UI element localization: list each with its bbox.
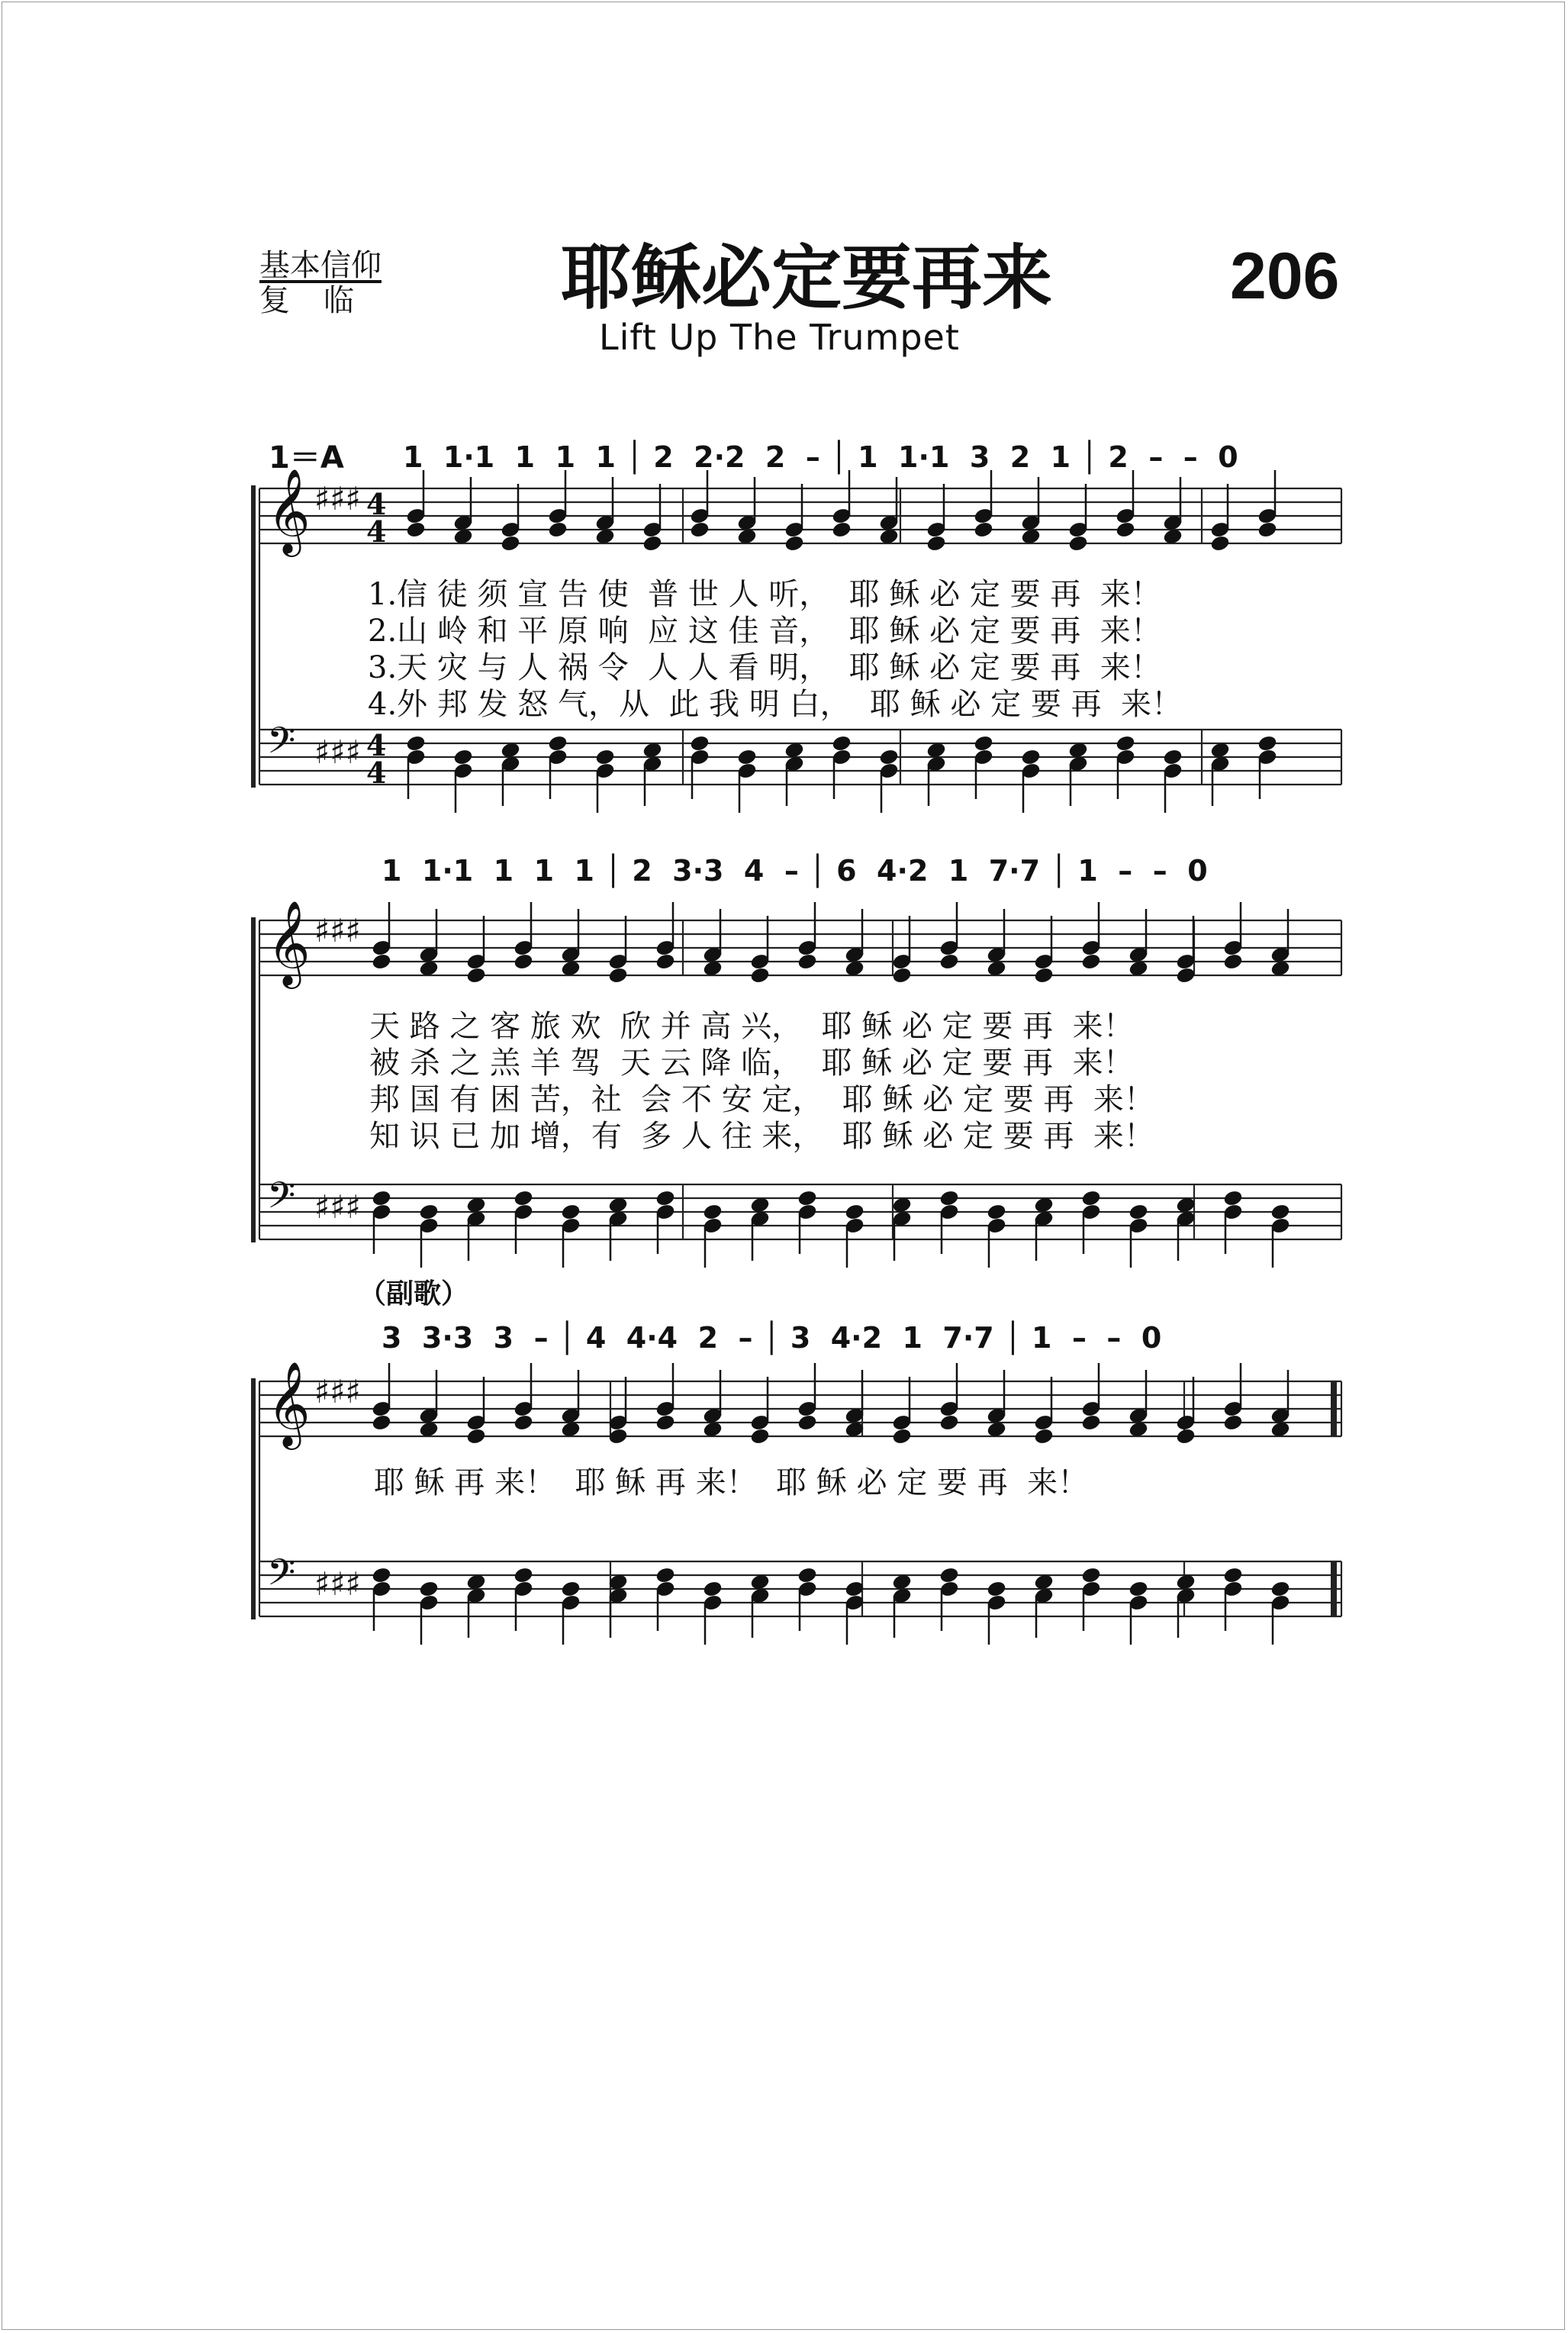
notehead bbox=[419, 1581, 439, 1598]
notehead bbox=[939, 1414, 959, 1432]
notehead bbox=[466, 1574, 486, 1591]
notehead bbox=[453, 749, 473, 766]
notehead bbox=[1223, 1567, 1243, 1584]
notehead bbox=[1081, 953, 1101, 971]
notehead bbox=[892, 1574, 912, 1591]
notehead bbox=[655, 1567, 675, 1584]
notehead bbox=[406, 521, 426, 539]
notehead bbox=[1081, 1567, 1101, 1584]
notehead bbox=[419, 1204, 439, 1221]
notehead bbox=[419, 1421, 439, 1439]
notehead bbox=[561, 960, 581, 978]
lyric-line-3-1: 耶 稣 再 来！ 耶 稣 再 来！ 耶 稣 必 定 要 再 来！ bbox=[374, 1465, 1089, 1500]
key-sharps-icon: ♯♯♯ bbox=[314, 733, 361, 771]
treble-clef-icon: 𝄞 bbox=[267, 900, 311, 985]
treble-clef-icon: 𝄞 bbox=[267, 1361, 311, 1446]
notehead bbox=[784, 742, 804, 759]
notehead bbox=[1176, 1428, 1196, 1445]
notehead bbox=[784, 535, 804, 553]
notehead bbox=[892, 1428, 912, 1445]
notehead bbox=[750, 1574, 770, 1591]
treble-clef-icon: 𝄞 bbox=[267, 468, 311, 553]
notehead bbox=[1034, 1197, 1054, 1214]
notehead bbox=[466, 967, 486, 984]
notehead bbox=[514, 1567, 533, 1584]
time-signature: 4 bbox=[366, 514, 387, 549]
notehead bbox=[1210, 742, 1230, 759]
notehead bbox=[1129, 1204, 1148, 1221]
notehead bbox=[892, 967, 912, 984]
notehead bbox=[1176, 1574, 1196, 1591]
notehead bbox=[561, 1581, 581, 1598]
jianpu-line-1: 1 1·1 1 1 1 │ 2 2·2 2 – │ 1 1·1 3 2 1 │ 2 – – 0 bbox=[403, 440, 1238, 474]
notehead bbox=[974, 521, 993, 539]
notehead bbox=[1223, 953, 1243, 971]
notehead bbox=[466, 1428, 486, 1445]
notehead bbox=[1176, 1197, 1196, 1214]
jianpu-line-2: 1 1·1 1 1 1 │ 2 3·3 4 – │ 6 4·2 1 7·7 │ 1 – – 0 bbox=[382, 854, 1208, 888]
notehead bbox=[690, 735, 710, 752]
notehead bbox=[1163, 749, 1183, 766]
notehead bbox=[1257, 521, 1277, 539]
lyric-line-2-1: 天 路 之 客 旅 欢 欣 并 高 兴， 耶 稣 必 定 要 再 来！ bbox=[369, 1009, 1134, 1044]
notehead bbox=[1081, 1414, 1101, 1432]
time-signature: 4 bbox=[366, 728, 387, 762]
notehead bbox=[1021, 749, 1041, 766]
notehead bbox=[1129, 1581, 1148, 1598]
notehead bbox=[974, 735, 993, 752]
notehead bbox=[987, 1204, 1006, 1221]
notehead bbox=[1257, 735, 1277, 752]
lyric-line-1-3: 3.天 灾 与 人 祸 令 人 人 看 明， 耶 稣 必 定 要 再 来！ bbox=[368, 650, 1161, 685]
category-line-2: 复临 bbox=[259, 283, 388, 318]
notehead bbox=[879, 749, 899, 766]
notehead bbox=[1270, 1581, 1290, 1598]
notehead bbox=[1176, 967, 1196, 984]
notehead bbox=[879, 528, 899, 546]
bass-clef-icon: 𝄢 bbox=[267, 1551, 296, 1603]
lyric-line-1-2: 2.山 岭 和 平 原 响 应 这 佳 音， 耶 稣 必 定 要 再 来！ bbox=[368, 614, 1161, 649]
notehead bbox=[987, 960, 1006, 978]
lyric-line-1-4: 4.外 邦 发 怒 气，从 此 我 明 白， 耶 稣 必 定 要 再 来！ bbox=[368, 687, 1183, 722]
notehead bbox=[845, 960, 864, 978]
notehead bbox=[1223, 1414, 1243, 1432]
notehead bbox=[655, 1414, 675, 1432]
notehead bbox=[1210, 535, 1230, 553]
notehead bbox=[703, 1204, 723, 1221]
notehead bbox=[703, 1421, 723, 1439]
notehead bbox=[737, 528, 757, 546]
notehead bbox=[561, 1421, 581, 1439]
notehead bbox=[832, 735, 852, 752]
bass-clef-icon: 𝄢 bbox=[267, 719, 296, 771]
notehead bbox=[703, 1581, 723, 1598]
notehead bbox=[406, 735, 426, 752]
lyric-line-2-4: 知 识 已 加 增，有 多 人 往 来， 耶 稣 必 定 要 再 来！ bbox=[369, 1119, 1154, 1154]
key-signature: 1＝A bbox=[269, 440, 344, 475]
notehead bbox=[595, 749, 615, 766]
notehead bbox=[737, 749, 757, 766]
notehead bbox=[797, 953, 817, 971]
lyric-line-2-3: 邦 国 有 困 苦，社 会 不 安 定， 耶 稣 必 定 要 再 来！ bbox=[369, 1082, 1154, 1117]
notehead bbox=[1068, 742, 1088, 759]
notehead bbox=[939, 1190, 959, 1207]
notehead bbox=[372, 1190, 391, 1207]
notehead bbox=[501, 535, 520, 553]
notehead bbox=[1034, 1574, 1054, 1591]
key-sharps-icon: ♯♯♯ bbox=[314, 912, 361, 949]
notehead bbox=[1163, 528, 1183, 546]
jianpu-line-3: 3 3·3 3 – │ 4 4·4 2 – │ 3 4·2 1 7·7 │ 1 – – 0 bbox=[382, 1321, 1162, 1355]
notehead bbox=[1223, 1190, 1243, 1207]
notehead bbox=[750, 1428, 770, 1445]
refrain-label: （副歌） bbox=[359, 1278, 469, 1310]
notehead bbox=[1116, 735, 1135, 752]
time-signature: 4 bbox=[366, 756, 387, 790]
lyric-line-1-1: 1.信 徒 须 宣 告 使 普 世 人 听， 耶 稣 必 定 要 再 来！ bbox=[368, 577, 1161, 612]
notehead bbox=[561, 1204, 581, 1221]
notehead bbox=[501, 742, 520, 759]
notehead bbox=[987, 1421, 1006, 1439]
time-signature: 4 bbox=[366, 487, 387, 521]
notehead bbox=[595, 528, 615, 546]
notehead bbox=[608, 1197, 628, 1214]
key-sharps-icon: ♯♯♯ bbox=[314, 1565, 361, 1603]
notehead bbox=[1034, 967, 1054, 984]
notehead bbox=[642, 742, 662, 759]
notehead bbox=[514, 1414, 533, 1432]
notehead bbox=[453, 528, 473, 546]
notehead bbox=[845, 1204, 864, 1221]
notehead bbox=[690, 521, 710, 539]
notehead bbox=[703, 960, 723, 978]
key-sharps-icon: ♯♯♯ bbox=[314, 480, 361, 517]
notehead bbox=[1116, 521, 1135, 539]
notehead bbox=[372, 953, 391, 971]
notehead bbox=[1034, 1428, 1054, 1445]
notehead bbox=[548, 735, 568, 752]
notehead bbox=[939, 953, 959, 971]
notehead bbox=[987, 1581, 1006, 1598]
notehead bbox=[372, 1567, 391, 1584]
notehead bbox=[1270, 960, 1290, 978]
hymn-number: 206 bbox=[1230, 240, 1340, 313]
notehead bbox=[1068, 535, 1088, 553]
notehead bbox=[608, 967, 628, 984]
notehead bbox=[548, 521, 568, 539]
notehead bbox=[1270, 1204, 1290, 1221]
notehead bbox=[939, 1567, 959, 1584]
notehead bbox=[797, 1190, 817, 1207]
hymn-subtitle: Lift Up The Trumpet bbox=[599, 317, 960, 358]
notehead bbox=[892, 1197, 912, 1214]
category-line-1: 基本信仰 bbox=[259, 248, 382, 283]
hymn-title: 耶稣必定要再来 bbox=[561, 237, 1053, 319]
notehead bbox=[797, 1567, 817, 1584]
notehead bbox=[514, 953, 533, 971]
notehead bbox=[419, 960, 439, 978]
notehead bbox=[1270, 1421, 1290, 1439]
lyric-line-2-2: 被 杀 之 羔 羊 驾 天 云 降 临， 耶 稣 必 定 要 再 来！ bbox=[369, 1046, 1134, 1081]
notehead bbox=[926, 535, 946, 553]
notehead bbox=[466, 1197, 486, 1214]
notehead bbox=[750, 1197, 770, 1214]
notehead bbox=[514, 1190, 533, 1207]
notehead bbox=[372, 1414, 391, 1432]
notehead bbox=[642, 535, 662, 553]
notehead bbox=[1081, 1190, 1101, 1207]
notehead bbox=[797, 1414, 817, 1432]
notehead bbox=[832, 521, 852, 539]
bass-clef-icon: 𝄢 bbox=[267, 1174, 296, 1226]
key-sharps-icon: ♯♯♯ bbox=[314, 1188, 361, 1226]
notehead bbox=[1021, 528, 1041, 546]
notehead bbox=[655, 1190, 675, 1207]
notehead bbox=[1129, 960, 1148, 978]
notehead bbox=[655, 953, 675, 971]
notehead bbox=[926, 742, 946, 759]
notehead bbox=[750, 967, 770, 984]
notehead bbox=[1129, 1421, 1148, 1439]
key-sharps-icon: ♯♯♯ bbox=[314, 1373, 361, 1410]
